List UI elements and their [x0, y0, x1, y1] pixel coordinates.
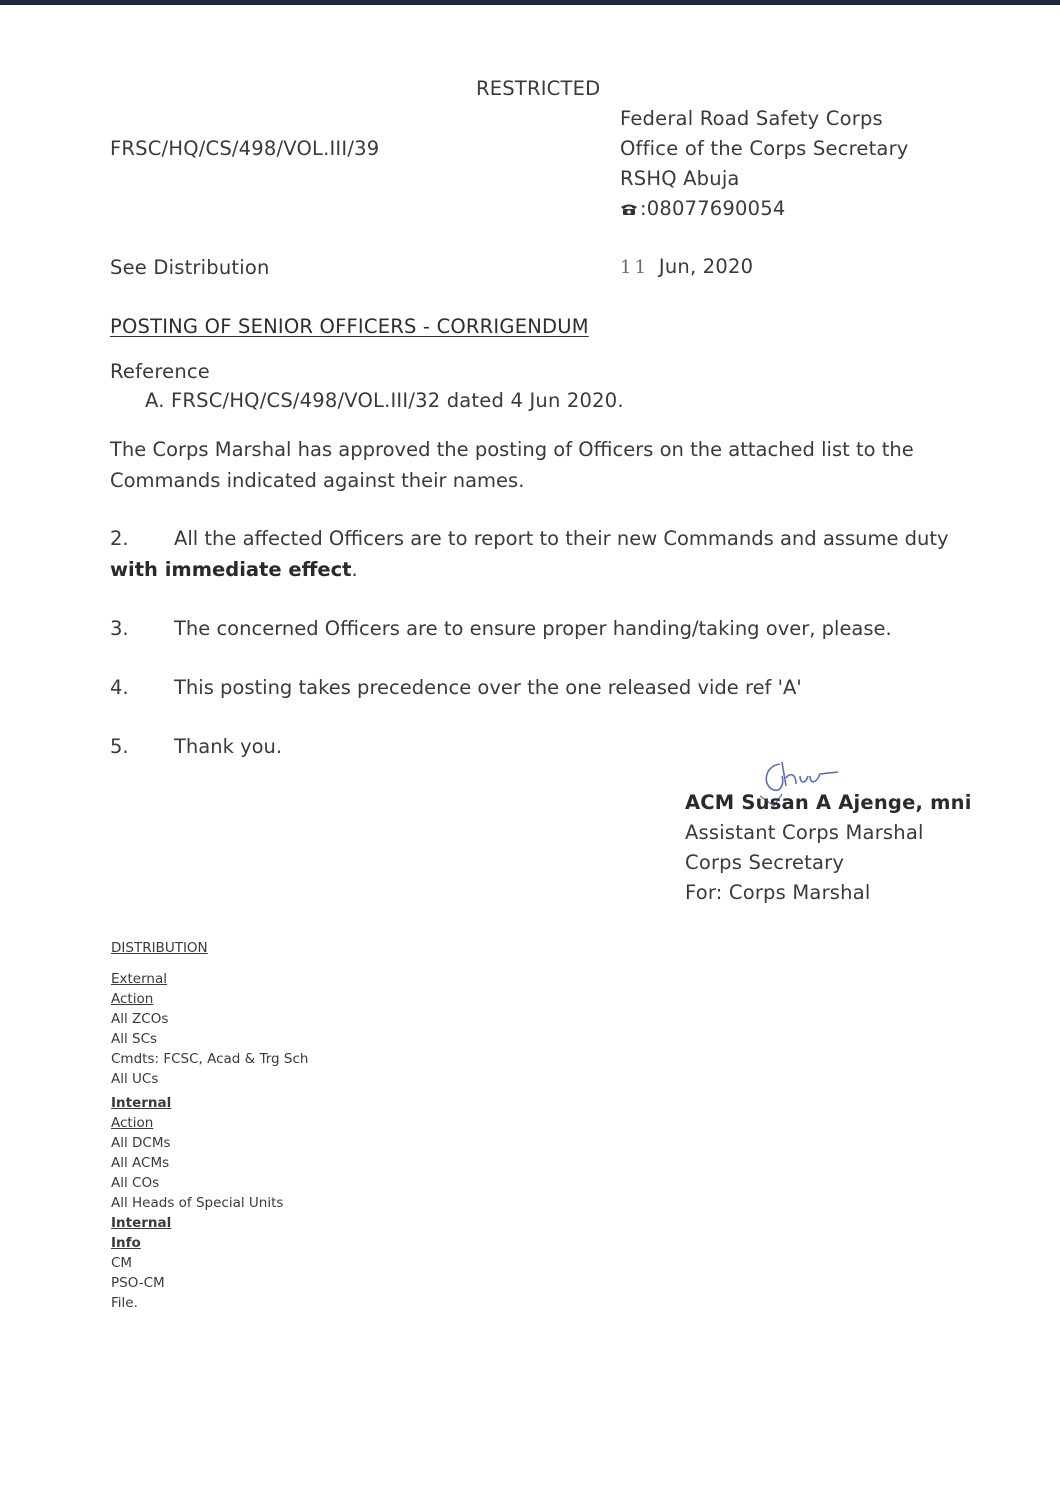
paragraph-5-text: Thank you.	[174, 735, 283, 758]
paragraph-2-end: .	[351, 558, 358, 581]
paragraph-3-number: 3.	[110, 617, 129, 640]
list-item: File.	[111, 1295, 138, 1311]
list-item: All Heads of Special Units	[111, 1195, 284, 1211]
address-phone	[620, 197, 785, 220]
internal-info-group-label: Internal	[111, 1215, 172, 1231]
telephone-icon	[620, 203, 638, 216]
list-item: CM	[111, 1255, 133, 1271]
paragraph-5-number: 5.	[110, 735, 129, 758]
phone-number: :08077690054	[640, 197, 786, 220]
address-line-2: Office of the Corps Secretary	[620, 137, 909, 160]
list-item: Cmdts: FCSC, Acad & Trg Sch	[111, 1051, 309, 1067]
recipient-line: See Distribution	[110, 256, 270, 279]
paragraph-2-number: 2.	[110, 527, 129, 550]
reference-heading: Reference	[110, 360, 210, 383]
paragraph-4	[110, 672, 990, 703]
paragraph-4-number: 4.	[110, 676, 129, 699]
list-item: All DCMs	[111, 1135, 171, 1151]
list-item: PSO-CM	[111, 1275, 165, 1291]
list-item: All UCs	[111, 1071, 159, 1087]
list-item: All ZCOs	[111, 1011, 169, 1027]
internal-info-label: Info	[111, 1235, 141, 1251]
signatory-title-1: Assistant Corps Marshal	[685, 821, 924, 844]
paragraph-3	[110, 613, 990, 644]
paragraph-5	[110, 731, 990, 762]
list-item: All COs	[111, 1175, 160, 1191]
paragraph-2-text: All the affected Officers are to report to their new Commands and assume duty	[174, 527, 949, 550]
external-label: External	[111, 971, 168, 987]
scan-top-border	[0, 0, 1060, 5]
signatory-name: ACM Susan A Ajenge, mni	[685, 791, 972, 814]
classification-label: RESTRICTED	[476, 77, 601, 100]
paragraph-3-text: The concerned Officers are to ensure proper handing/taking over, please.	[174, 617, 892, 640]
address-line-3: RSHQ Abuja	[620, 167, 740, 190]
internal-label: Internal	[111, 1095, 172, 1111]
address-line-1: Federal Road Safety Corps	[620, 107, 883, 130]
paragraph-1: The Corps Marshal has approved the posting of Officers on the attached list to the Commands indicated against their names.	[110, 438, 914, 492]
list-item: All SCs	[111, 1031, 158, 1047]
reference-number: FRSC/HQ/CS/498/VOL.III/39	[110, 137, 380, 160]
date-month-year: Jun, 2020	[658, 255, 754, 278]
subject-heading: POSTING OF SENIOR OFFICERS - CORRIGENDUM	[110, 315, 589, 338]
paragraph-4-text: This posting takes precedence over the one released vide ref 'A'	[174, 676, 802, 699]
reference-item-a: A. FRSC/HQ/CS/498/VOL.III/32 dated 4 Jun 2020.	[145, 389, 624, 412]
handwritten-day: 11	[620, 257, 649, 278]
paragraph-2	[110, 523, 990, 585]
list-item: All ACMs	[111, 1155, 170, 1171]
paragraph-2-emphasis: with immediate effect	[110, 558, 352, 581]
distribution-list	[111, 938, 308, 1313]
document-date	[620, 255, 753, 278]
signatory-title-2: Corps Secretary	[685, 851, 845, 874]
signatory-title-3: For: Corps Marshal	[685, 881, 871, 904]
external-action-label: Action	[111, 991, 154, 1007]
internal-action-label: Action	[111, 1115, 154, 1131]
distribution-heading: DISTRIBUTION	[111, 940, 208, 956]
